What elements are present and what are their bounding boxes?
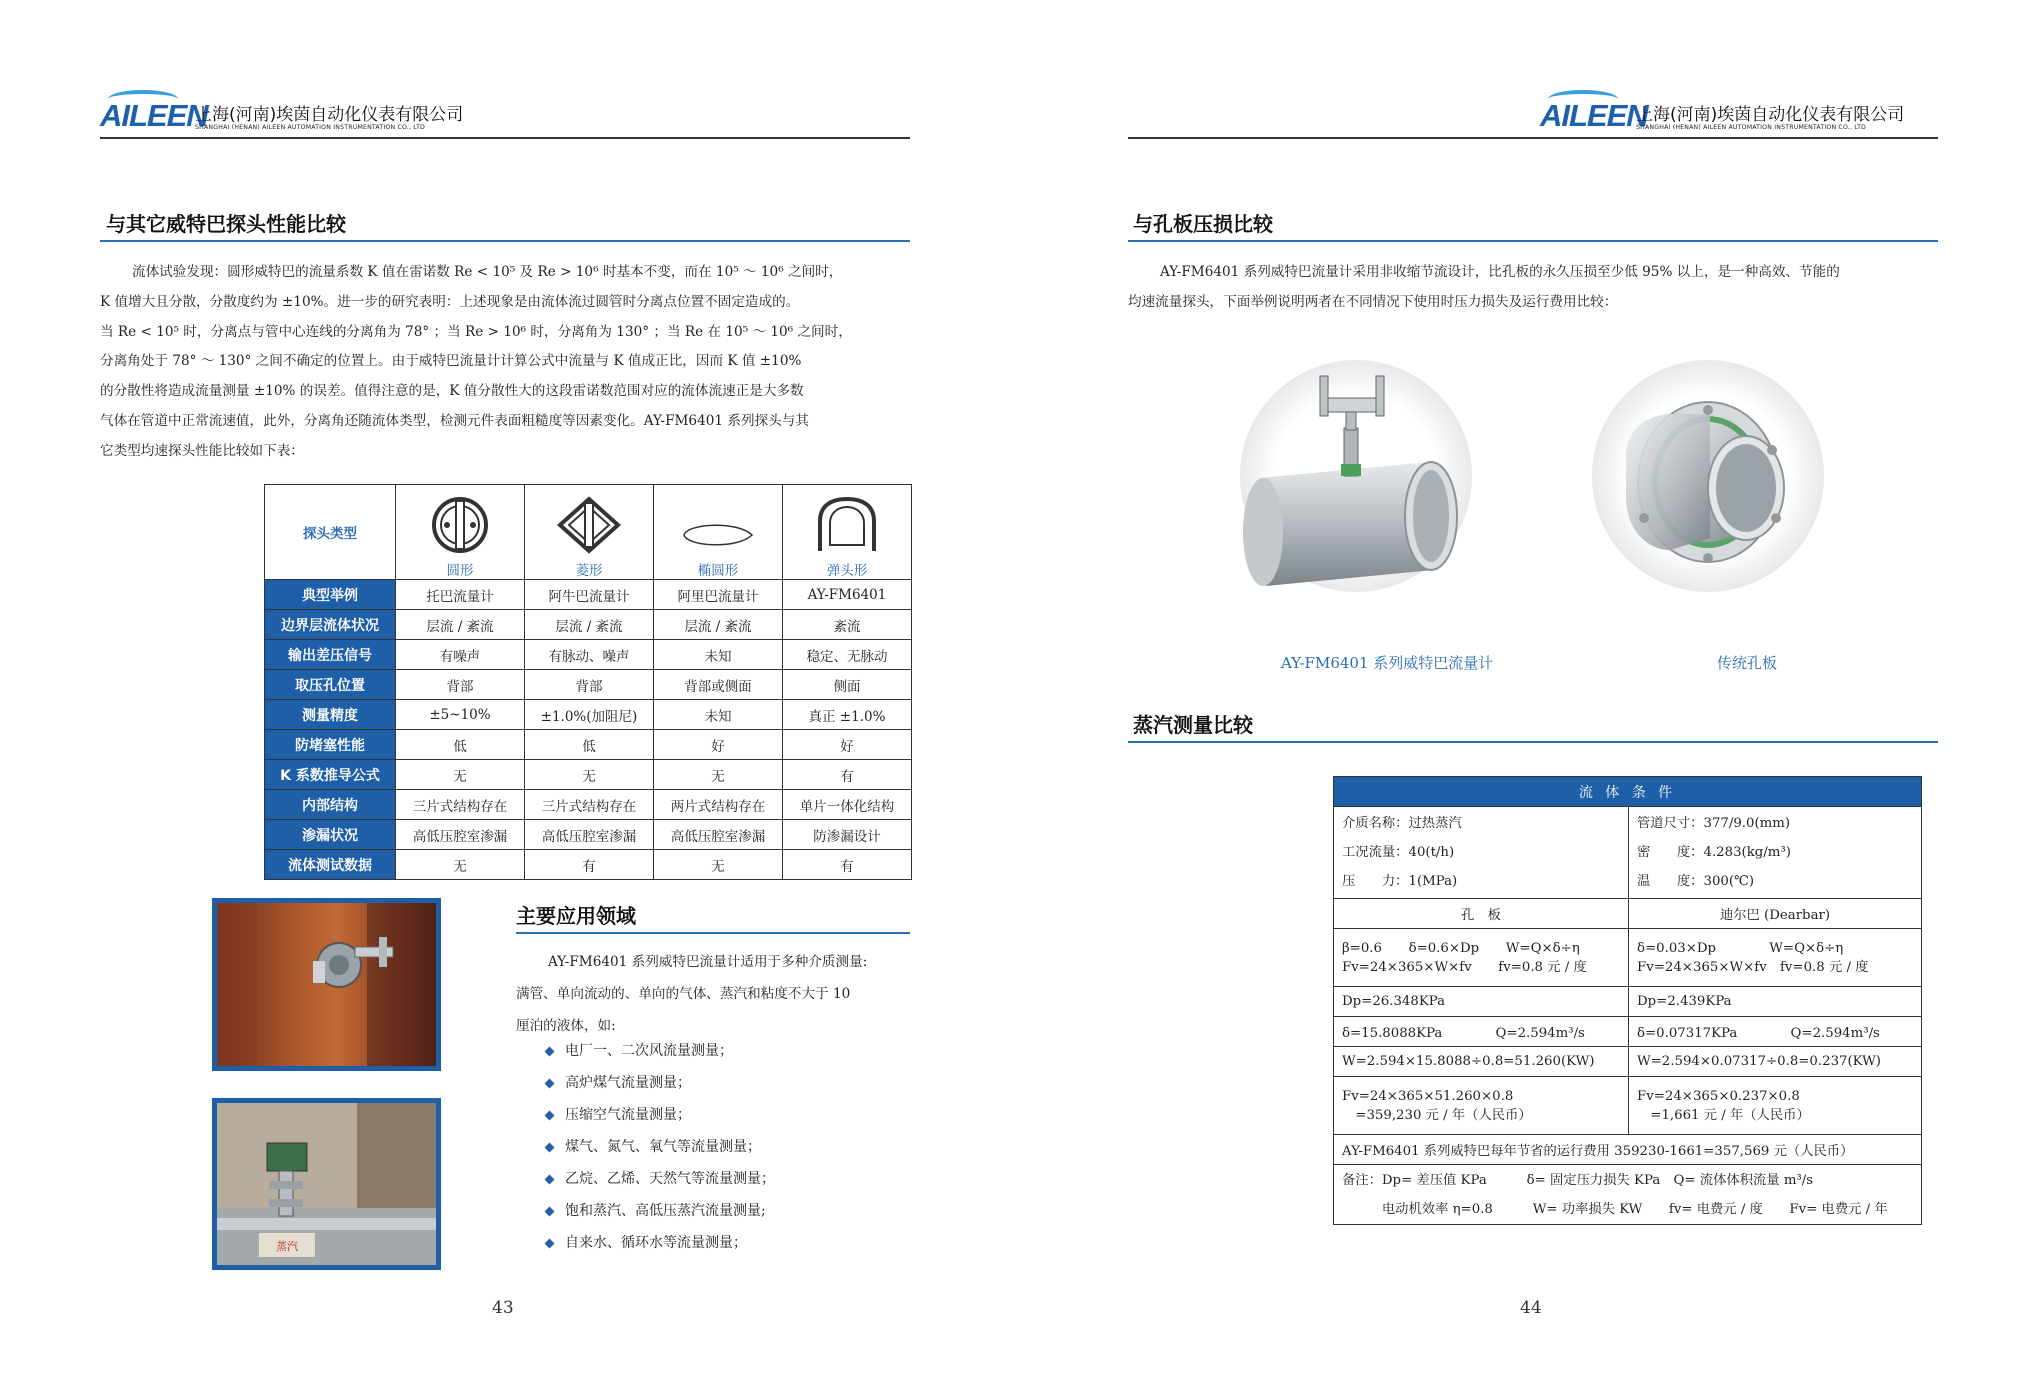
list-item: 煤气、氮气、氧气等流量测量；	[546, 1136, 761, 1156]
application-intro: AY-FM6401 系列威特巴流量计适用于多种介质测量: 满管、单向流动的、单向的气体、蒸汽和粘度不大于 10 厘泊的液体，如:	[516, 954, 868, 1034]
steam-pipe-label: 蒸汽	[276, 1240, 298, 1253]
installation-photo-pipe	[212, 898, 441, 1071]
table-row: 输出差压信号 有噪声 有脉动、噪声 未知 稳定、无脉动	[265, 640, 912, 670]
table-row: 边界层流体状况 层流 / 紊流 层流 / 紊流 层流 / 紊流 紊流	[265, 610, 912, 640]
company-name-en: SHANGHAI (HENAN) AILEEN AUTOMATION INSTRUMENTATION CO., LTD	[1636, 124, 1867, 131]
intro-paragraph: 流体试验发现：圆形威特巴的流量系数 K 值在雷诺数 Re < 10⁵ 及 Re > 10⁶ 时基本不变，而在 10⁵ ～ 10⁶ 之间时， K 值增大且分散，分散度约为 ±10%。进一步的研究表明：上述现象是由流体流过圆管时分离点位置不固定造成的。 当 Re < 10⁵ 时，分离点与管中心连线的分离角为 78° ；当 Re > 10⁶ 时，分离角为 130° ；当 Re 在 10⁵ ～ 10⁶ 之间时， 分离角处于 78° ～ 130° 之间不确定的位置上。由于威特巴流量计计算公式中流量与 K 值成正比，因而 K 值 ±10% 的分散性将造成流量测量 ±10% 的误差。值得注意的是，K 值分散性大的这段雷诺数范围对应的流体流速正是大多数 气体在管道中正常流速值，此外，分离角还随流体类型，检测元件表面粗糙度等因素变化。AY-FM6401 系列探头与其 它类型均速探头性能比较如下表：	[100, 264, 852, 459]
bullet-diamond-icon	[545, 1078, 555, 1088]
probe-type-bullet: 弹头形	[782, 485, 911, 580]
table-row: W=2.594×15.8088÷0.8=51.260(KW) W=2.594×0.07317÷0.8=0.237(KW)	[1334, 1047, 1922, 1077]
table-row: β=0.6 δ=0.6×Dp W=Q×δ÷η Fv=24×365×W×fv fv=0.8 元 / 度 δ=0.03×Dp W=Q×δ÷η Fv=24×365×W×fv fv=0.8 元 / 度	[1334, 929, 1922, 987]
section-title: 主要应用领域	[516, 904, 636, 928]
section-rule	[1128, 741, 1938, 743]
table-row: 测量精度 ±5~10% ±1.0%(加阻尼) 未知 真正 ±1.0%	[265, 700, 912, 730]
annual-saving: AY-FM6401 系列威特巴每年节省的运行费用 359230-1661=357,569 元（人民币）	[1334, 1135, 1922, 1165]
table-row	[1334, 1165, 1922, 1225]
installation-photo-steam	[212, 1098, 441, 1270]
list-item: 乙烷、乙烯、天然气等流量测量；	[546, 1168, 775, 1188]
probe-type-ellipse: 椭圆形	[653, 485, 782, 580]
bullet-diamond-icon	[545, 1046, 555, 1056]
section-rule	[1128, 240, 1938, 242]
section-title: 蒸汽测量比较	[1133, 713, 1253, 737]
table-row: 防堵塞性能 低 低 好 好	[265, 730, 912, 760]
section-rule	[100, 240, 910, 242]
probe-type-round: 圆形	[396, 485, 525, 580]
table-row: 流体测试数据 无 有 无 有	[265, 850, 912, 880]
list-item: 压缩空气流量测量；	[546, 1104, 691, 1124]
conditions-right: 管道尺寸：377/9.0(mm) 密 度：4.283(kg/m³) 温 度：300(℃)	[1629, 807, 1922, 899]
table-row	[1334, 1135, 1922, 1165]
dearbar-column-header: 迪尔巴 (Dearbar)	[1629, 899, 1922, 929]
bullet-diamond-icon	[545, 1206, 555, 1216]
table-row: 典型举例 托巴流量计 阿牛巴流量计 阿里巴流量计 AY-FM6401	[265, 580, 912, 610]
table-header-row	[265, 485, 912, 580]
orifice-plate-illustration	[1590, 358, 1826, 594]
bullet-diamond-icon	[545, 1110, 555, 1120]
round-probe-icon	[425, 495, 495, 555]
table-row	[1334, 899, 1922, 929]
table-row: Fv=24×365×51.260×0.8 =359,230 元 / 年（人民币） Fv=24×365×0.237×0.8 =1,661 元 / 年（人民币）	[1334, 1077, 1922, 1135]
section-title: 与其它威特巴探头性能比较	[106, 212, 346, 236]
page-number: 44	[1520, 1298, 1542, 1318]
conditions-left: 介质名称：过热蒸汽 工况流量：40(t/h) 压 力：1(MPa)	[1334, 807, 1629, 899]
wittbar-flowmeter-illustration	[1238, 358, 1474, 594]
table-row: δ=15.8088KPa Q=2.594m³/s δ=0.07317KPa Q=2.594m³/s	[1334, 1017, 1922, 1047]
steam-comparison-table	[1333, 776, 1922, 1225]
table-row: 取压孔位置 背部 背部 背部或侧面 侧面	[265, 670, 912, 700]
probe-comparison-table	[264, 484, 912, 880]
orifice-paragraph: AY-FM6401 系列威特巴流量计采用非收缩节流设计，比孔板的永久压损至少低 95% 以上，是一种高效、节能的 均速流量探头，下面举例说明两者在不同情况下使用时压力损失及运行费用比较：	[1128, 264, 1840, 310]
company-logo: AILEEN	[1540, 98, 1648, 134]
section-rule	[516, 932, 910, 934]
orifice-column-header: 孔 板	[1334, 899, 1629, 929]
steam-flowmeter-icon	[217, 1103, 436, 1265]
page-number: 43	[492, 1298, 514, 1318]
company-name-cn: 上海(河南)埃茵自动化仪表有限公司	[195, 105, 464, 125]
table-row	[1334, 807, 1922, 899]
wittbar-caption: AY-FM6401 系列威特巴流量计	[1281, 654, 1494, 672]
company-name-en: SHANGHAI (HENAN) AILEEN AUTOMATION INSTRUMENTATION CO., LTD	[195, 124, 426, 131]
company-name-cn: 上海(河南)埃茵自动化仪表有限公司	[1636, 105, 1905, 125]
ellipse-probe-icon	[678, 515, 758, 555]
table-row	[1334, 777, 1922, 807]
bullet-diamond-icon	[545, 1142, 555, 1152]
flowmeter-installed-icon	[217, 903, 436, 1066]
bullet-diamond-icon	[545, 1174, 555, 1184]
probe-type-diamond: 菱形	[524, 485, 653, 580]
header-rule	[1128, 137, 1938, 139]
list-item: 自来水、循环水等流量测量；	[546, 1232, 747, 1252]
diamond-probe-icon	[554, 495, 624, 555]
orifice-caption: 传统孔板	[1717, 654, 1778, 672]
bullet-probe-icon	[812, 495, 882, 555]
list-item: 电厂一、二次风流量测量；	[546, 1040, 733, 1060]
header-rule	[100, 137, 910, 139]
table-row: 渗漏状况 高低压腔室渗漏 高低压腔室渗漏 高低压腔室渗漏 防渗漏设计	[265, 820, 912, 850]
table-row: Dp=26.348KPa Dp=2.439KPa	[1334, 987, 1922, 1017]
list-item: 饱和蒸汽、高低压蒸汽流量测量;	[546, 1200, 766, 1220]
section-title: 与孔板压损比较	[1133, 212, 1273, 236]
table-row: K 系数推导公式 无 无 无 有	[265, 760, 912, 790]
fluid-conditions-header: 流 体 条 件	[1334, 777, 1922, 807]
bullet-diamond-icon	[545, 1238, 555, 1248]
table-corner-label: 探头类型	[265, 485, 396, 580]
company-logo: AILEEN	[100, 98, 208, 134]
table-row: 内部结构 三片式结构存在 三片式结构存在 两片式结构存在 单片一体化结构	[265, 790, 912, 820]
list-item: 高炉煤气流量测量；	[546, 1072, 691, 1092]
table-notes: 备注：Dp= 差压值 KPa δ= 固定压力损失 KPa Q= 流体体积流量 m³/s 电动机效率 η=0.8 W= 功率损失 KW fv= 电费元 / 度 Fv= 电费元 / 年	[1334, 1165, 1922, 1225]
